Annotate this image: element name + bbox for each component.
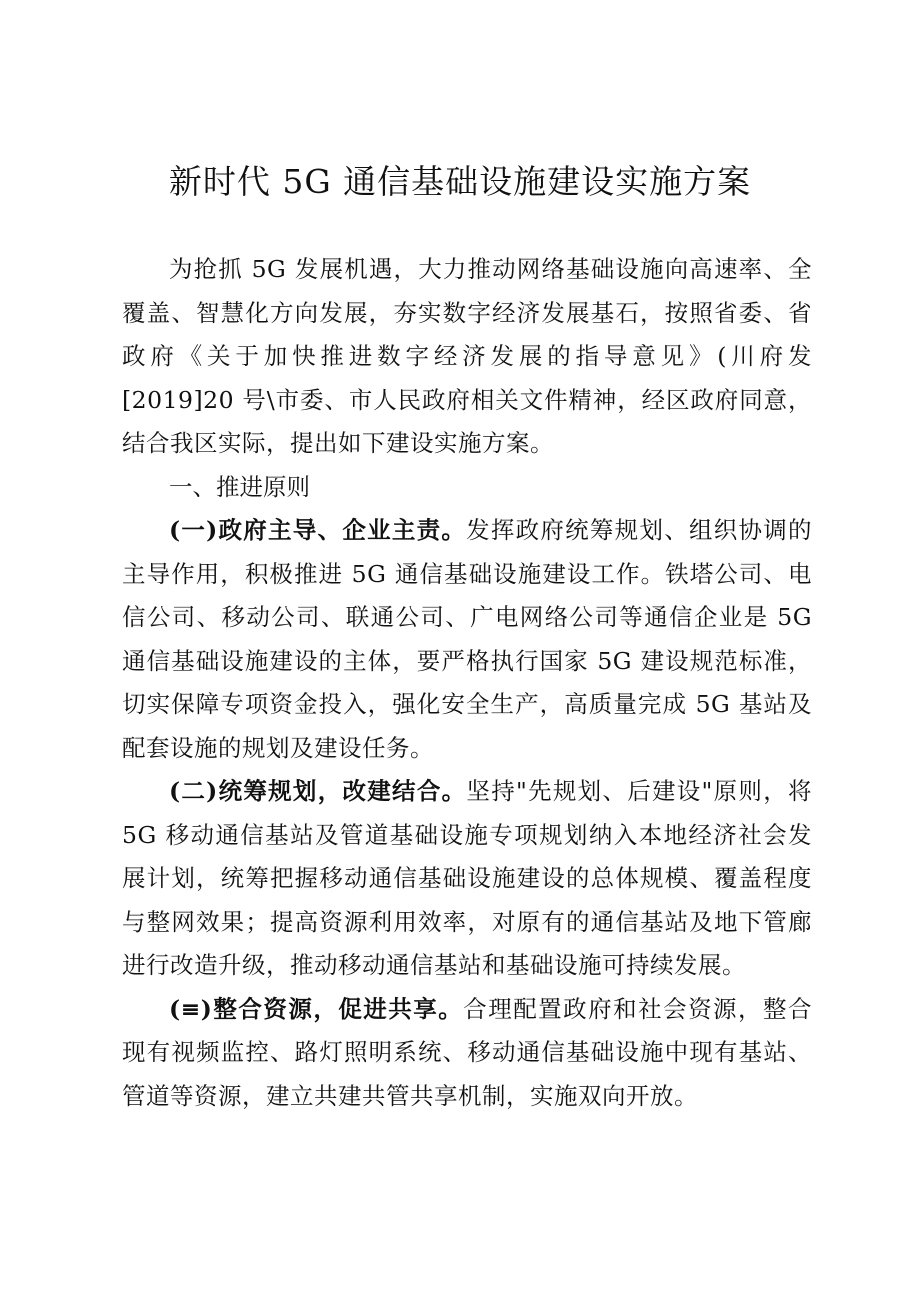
principle-label-1: (一)政府主导、企业主责。 [169,516,467,544]
principle-label-3: (≡)整合资源，促进共享。 [169,994,464,1023]
section-heading-principles: 一、推进原则 [169,472,310,501]
document-body [122,248,812,1118]
principle-text-3: 合理配置政府和社会资源，整合现有视频监控、路灯照明系统、移动通信基础设施中现有基站、管道等资源，建立共建共管共享机制，实施双向开放。 [122,994,812,1110]
principle-paragraph-2 [122,770,812,988]
intro-paragraph: 为抢抓 5G 发展机遇，大力推动网络基础设施向高速率、全覆盖、智慧化方向发展，夯实数字经济发展基石，按照省委、省政府《关于加快推进数字经济发展的指导意见》(川府发[2019]20 号\市委、市人民政府相关文件精神，经区政府同意，结合我区实际，提出如下建设实施方案。 [122,255,812,457]
document-title: 新时代 5G 通信基础设施建设实施方案 [168,162,752,201]
principle-label-2: (二)统筹规划，改建结合。 [169,777,467,805]
principle-paragraph-3 [122,988,812,1119]
principle-text-2: 坚持"先规划、后建设"原则，将 5G 移动通信基站及管道基础设施专项规划纳入本地经济社会发展计划，统筹把握移动通信基础设施建设的总体规模、覆盖程度与整网效果；提高资源利用效率，对原有的通信基站及地下管廊进行改造升级，推动移动通信基站和基础设施可持续发展。 [122,777,812,979]
principle-text-1: 发挥政府统筹规划、组织协调的主导作用，积极推进 5G 通信基础设施建设工作。铁塔公司、电信公司、移动公司、联通公司、广电网络公司等通信企业是 5G 通信基础设施建设的主体，要严格执行国家 5G 建设规范标准，切实保障专项资金投入，强化安全生产，高质量完成 5G 基站及配套设施的规划及建设任务。 [122,516,812,762]
principle-paragraph-1 [122,509,812,770]
